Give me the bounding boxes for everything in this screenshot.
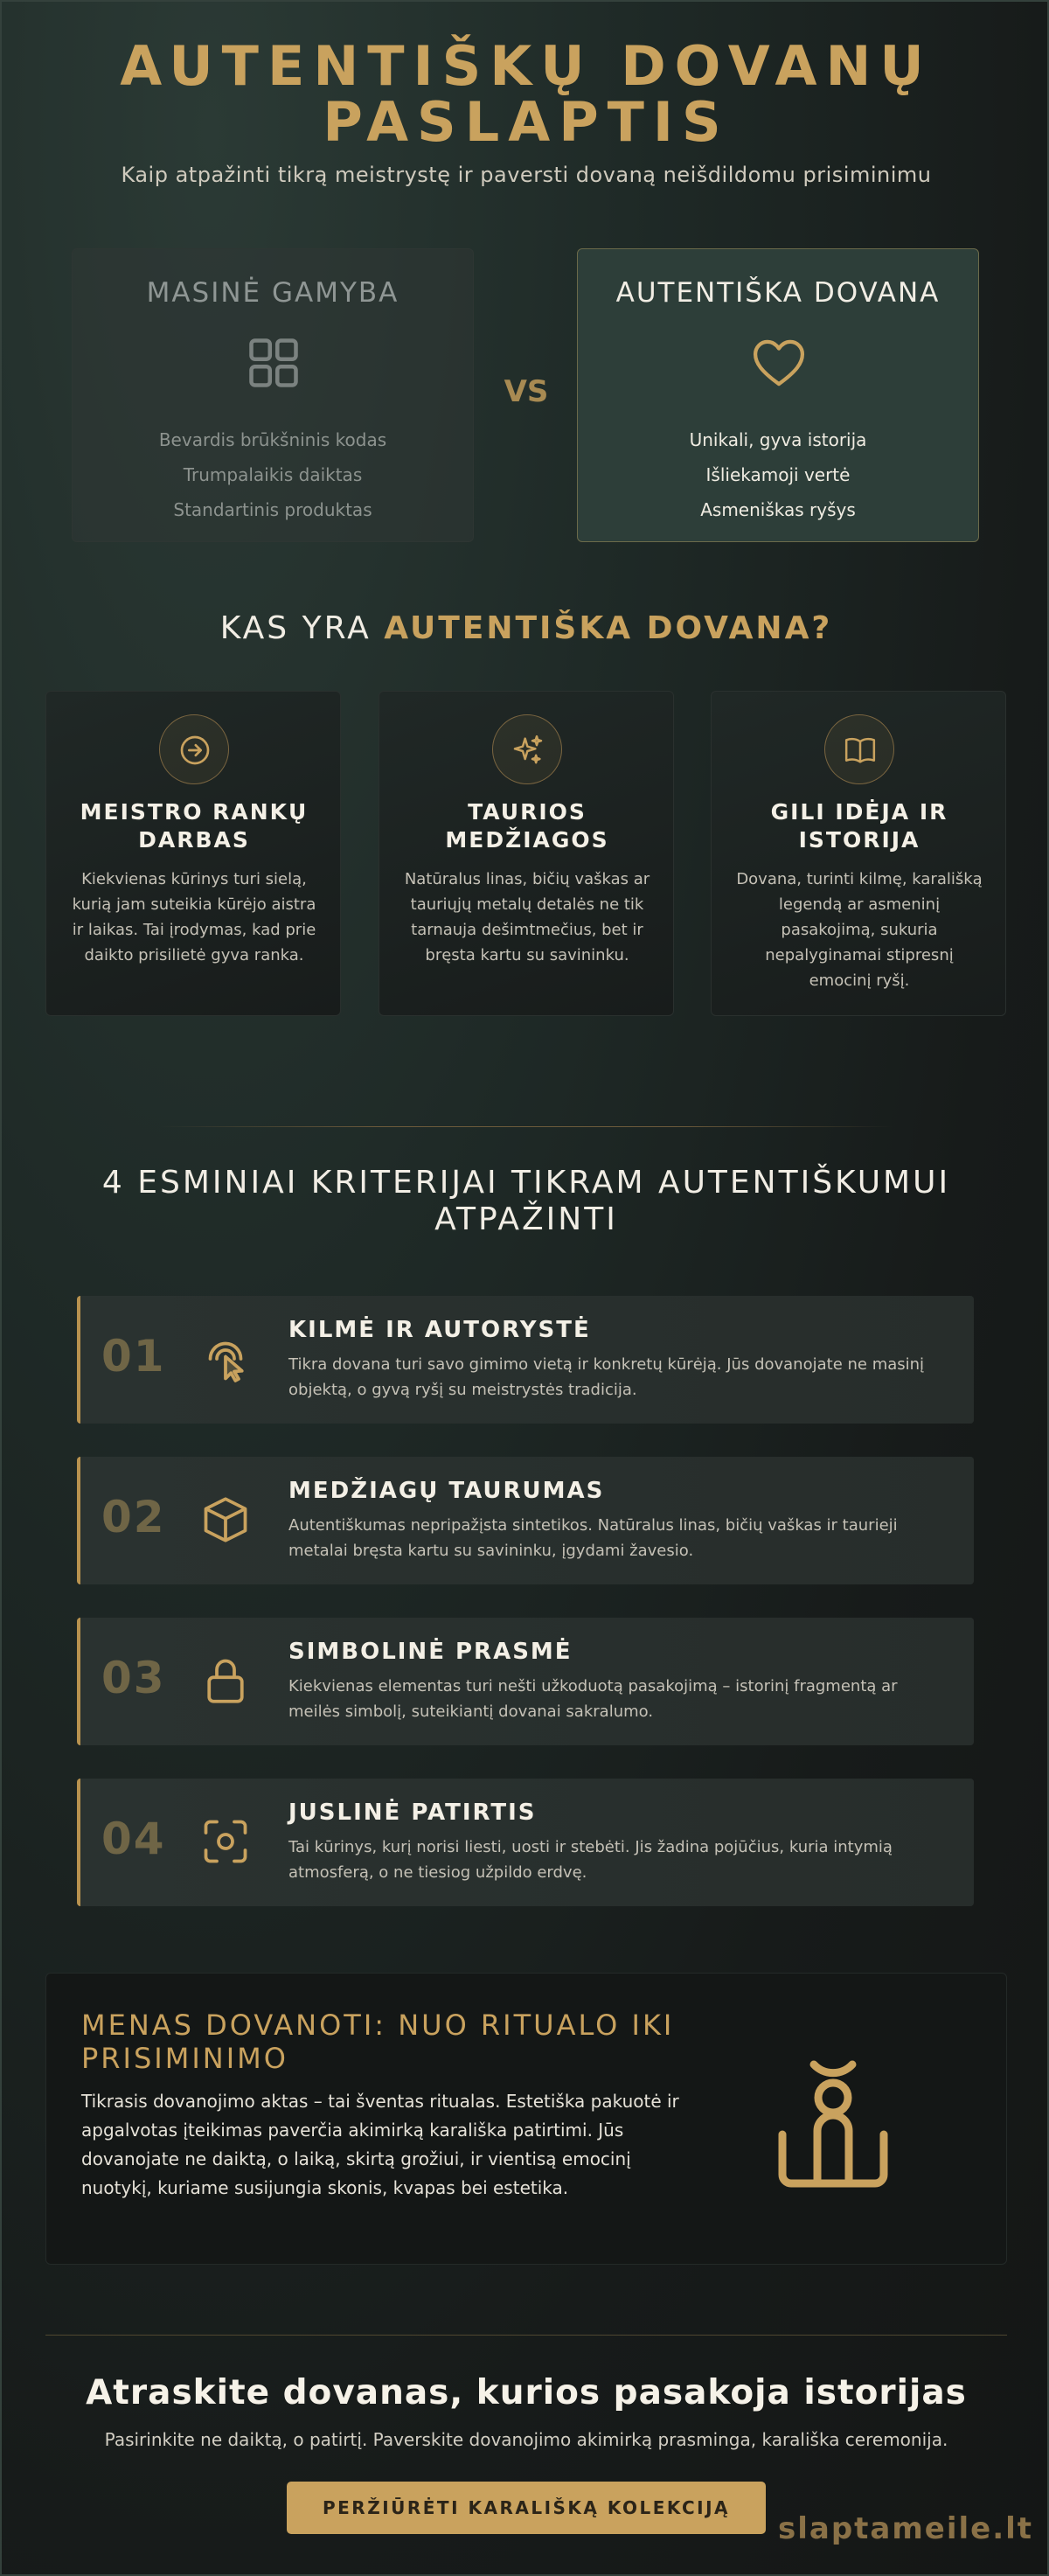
authentic-gift-list	[578, 422, 978, 527]
page-title	[2, 34, 1049, 154]
what-is-title-accent: AUTENTIŠKA DOVANA?	[384, 610, 833, 646]
list-item: Standartinis produktas	[173, 499, 372, 520]
pointer-click-icon	[199, 1333, 252, 1385]
arrow-circle-icon-wrap	[159, 714, 229, 784]
cta-title: Atraskite dovanas, kurios pasakoja istorijas	[86, 2373, 967, 2412]
criterion-row	[77, 1779, 974, 1906]
book-icon	[843, 733, 878, 768]
feature-title: TAURIOS MEDŽIAGOS	[445, 799, 609, 853]
feature-card-story	[711, 691, 1006, 1016]
criterion-text: Kiekvienas elementas turi nešti užkoduotą pasakojimą – istorinį fragmentą ar meilės simbolį, suteikiantį dovanai sakralumo.	[288, 1677, 898, 1721]
feature-text: Kiekvienas kūrinys turi sielą, kurią jam suteikia kūrėjo aistra ir laikas. Tai įrodymas, kad prie daikto prisilietė gyva ranka.	[72, 870, 316, 964]
vs-label: VS	[504, 374, 549, 409]
ritual-text: Tikrasis dovanojimo aktas – tai šventas ritualas. Estetiška pakuotė ir apgalvotas įteikimas paverčia akimirką karališka patirtimi. Jūs dovanojate ne daiktą, o laiką, skirtą grožiui, ir vientisą emocinį nuotykį, kuriame susijungia skonis, kvapas bei estetika.	[81, 2091, 679, 2198]
title-line-2: PASLAPTIS	[323, 90, 730, 154]
mass-production-card	[72, 248, 474, 542]
gift-ritual-icon	[763, 2047, 903, 2196]
sparkles-icon	[511, 733, 545, 768]
list-item: Trumpalaikis daiktas	[183, 464, 363, 485]
ritual-panel	[45, 1973, 1007, 2265]
what-is-title	[2, 610, 1049, 646]
criterion-number: 02	[101, 1492, 166, 1542]
criterion-text: Tikra dovana turi savo gimimo vietą ir konkretų kūrėją. Jūs dovanojate ne masinį objektą, o gyvą ryšį su meistrystės tradicija.	[288, 1355, 925, 1399]
list-item: Unikali, gyva istorija	[689, 429, 867, 450]
grid-icon	[244, 333, 303, 393]
cube-icon	[199, 1493, 252, 1546]
book-icon-wrap	[824, 714, 894, 784]
criterion-row	[77, 1457, 974, 1584]
sparkles-icon-wrap	[492, 714, 562, 784]
feature-title: MEISTRO RANKŲ DARBAS	[80, 799, 309, 853]
footer-divider	[45, 2335, 1007, 2336]
scan-focus-icon	[199, 1815, 252, 1868]
lock-icon	[199, 1654, 252, 1707]
cta-subtitle: Pasirinkite ne daiktą, o patirtį. Paverskite dovanojimo akimirką prasminga, karališka ceremonija.	[104, 2429, 948, 2450]
criterion-name: MEDŽIAGŲ TAURUMAS	[288, 1478, 605, 1504]
heart-icon	[749, 333, 809, 393]
feature-card-craft	[45, 691, 341, 1016]
feature-title: GILI IDĖJA IR ISTORIJA	[770, 799, 948, 853]
criterion-row	[77, 1296, 974, 1424]
list-item: Bevardis brūkšninis kodas	[158, 429, 387, 450]
criterion-row	[77, 1618, 974, 1745]
view-collection-button[interactable]: PERŽIŪRĖTI KARALIŠKĄ KOLEKCIJĄ	[287, 2482, 766, 2534]
authentic-gift-card	[577, 248, 979, 542]
mass-production-list	[73, 422, 473, 527]
ritual-title: MENAS DOVANOTI: NUO RITUALO IKI PRISIMINIMO	[81, 2009, 675, 2075]
criterion-number: 03	[101, 1653, 166, 1703]
criterion-name: KILMĖ IR AUTORYSTĖ	[288, 1317, 591, 1343]
criterion-text: Autentiškumas nepripažįsta sintetikos. Natūralus linas, bičių vaškas ir taurieji metalai bręsta kartu su savininku, įgydami žavesio.	[288, 1516, 898, 1560]
criterion-name: SIMBOLINĖ PRASMĖ	[288, 1639, 573, 1665]
mass-production-title: MASINĖ GAMYBA	[146, 277, 399, 309]
authentic-gift-title: AUTENTIŠKA DOVANA	[615, 277, 941, 309]
list-item: Išliekamoji vertė	[705, 464, 851, 485]
feature-text: Natūralus linas, bičių vaškas ar tauriųjų metalų detalės ne tik tarnauja dešimtmečius, bet ir bręsta kartu su savininku.	[404, 870, 650, 964]
criterion-number: 04	[101, 1814, 166, 1864]
what-is-title-plain: KAS YRA	[219, 610, 385, 646]
criteria-title: 4 ESMINIAI KRITERIJAI TIKRAM AUTENTIŠKUMUI ATPAŽINTI	[101, 1165, 951, 1237]
criterion-name: JUSLINĖ PATIRTIS	[288, 1800, 537, 1826]
arrow-circle-icon	[177, 733, 212, 768]
list-item: Asmeniškas ryšys	[700, 499, 856, 520]
feature-card-materials	[379, 691, 674, 1016]
brand-watermark: slaptameile.lt	[778, 2511, 1034, 2546]
feature-text: Dovana, turinti kilmę, karališką legendą ar asmeninį pasakojimą, sukuria nepalyginamai stipresnį emocinį ryšį.	[736, 870, 983, 990]
criterion-text: Tai kūrinys, kurį norisi liesti, uosti ir stebėti. Jis žadina pojūčius, kuria intymią atmosferą, o ne tiesiog užpildo erdvę.	[288, 1838, 893, 1882]
section-divider	[159, 1126, 893, 1127]
title-line-1: AUTENTIŠKŲ DOVANŲ	[120, 34, 933, 98]
page-subtitle: Kaip atpažinti tikrą meistrystę ir paversti dovaną neišdildomu prisiminimu	[121, 163, 932, 187]
criterion-number: 01	[101, 1331, 166, 1382]
